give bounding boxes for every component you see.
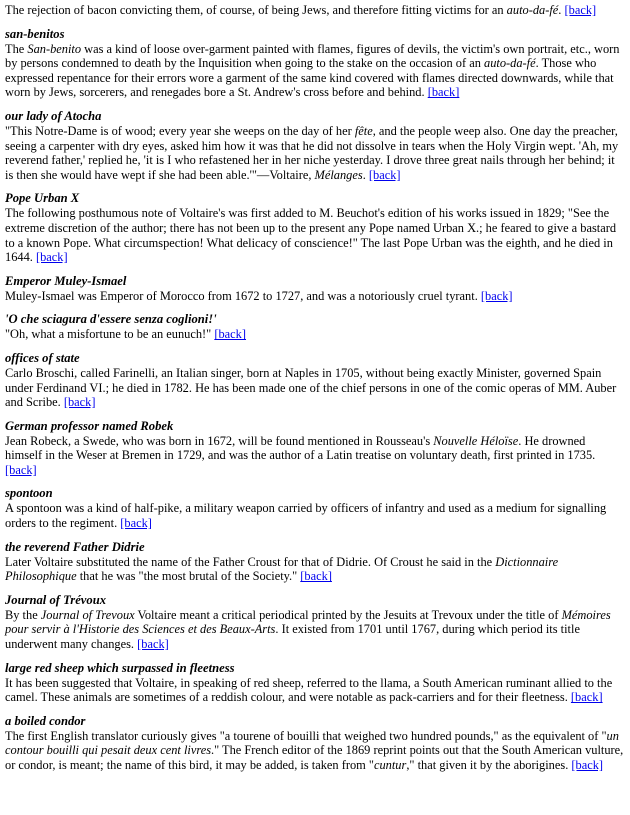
italic-text: auto-da-fé [484,56,536,71]
text-run: . Those who expressed repentance for their errors wore a garment of the same kind covered with flames directed downwards, while that worn by Jews, sorcerers, and renegades bore a St. Andrew's cross before and behind. [5,56,614,100]
note-body [5,327,624,342]
italic-text: Nouvelle Héloïse [433,433,519,448]
back-link[interactable]: [back] [564,3,597,17]
note-body [5,206,624,264]
note [5,191,624,264]
note [5,274,624,304]
note-title: spontoon [5,486,53,501]
italic-text: Mélanges [314,167,363,182]
note-body [5,729,624,773]
text-run: was a kind of loose over-garment painted with flames, figures of devils, the victim's own portrait, etc., worn by persons condemned to death by the Inquisition when going to the stake on the occasion of an [5,41,620,71]
back-link[interactable]: [back] [368,167,401,182]
text-run: "Oh, what a misfortune to be an eunuch!" [5,327,215,342]
text-run: A spontoon was a kind of half-pike, a military weapon carried by officers of infantry and used as a medium for signalling orders to the regiment. [5,501,607,531]
note [5,109,624,182]
back-link[interactable]: [back] [35,250,68,265]
text-run: that he was "the most brutal of the Society." [76,569,301,584]
note [5,419,624,478]
back-link[interactable]: [back] [137,637,169,652]
note-title: Journal of Trévoux [5,592,106,607]
note-title: a boiled condor [5,713,86,728]
text-run: Muley-Ismael was Emperor of Morocco from 1672 to 1727, and was a notoriously cruel tyrant. [5,288,481,303]
note [5,661,624,705]
text-run: By the [5,607,41,622]
back-link[interactable]: [back] [480,288,513,303]
note [5,540,624,584]
back-link[interactable]: [back] [300,569,332,584]
italic-text: Mémoires pour servir à l'Historie des Sciences et des Beaux-Arts [5,607,611,637]
note [5,486,624,530]
note-title: our lady of Atocha [5,108,102,123]
note-body [5,434,624,478]
italic-text: fête [354,123,373,138]
italic-text: auto-da-fé [506,3,559,17]
text-run: The rejection of bacon convicting them, of course, of being Jews, and therefore fitting victims for an [5,3,507,17]
note [5,714,624,773]
note-body [5,676,624,705]
note-body [5,501,624,530]
note-title: 'O che sciagura d'essere senza coglioni!' [5,312,217,327]
italic-text: un contour bouilli qui pesait deux cent livres [5,728,619,758]
back-link[interactable]: [back] [63,395,96,410]
note [5,27,624,100]
text-run: . It existed from 1701 until 1767, during which period its title underwent many changes. [5,622,580,652]
text-run: . [558,3,565,17]
note-title: offices of state [5,350,80,365]
note-body [5,366,624,410]
note-title: Pope Urban X [5,191,80,206]
text-run: It has been suggested that Voltaire, in speaking of red sheep, referred to the llama, a South American ruminant allied to the camel. These animals are sometimes of a reddish colour, and were notable as pack-carriers and for their fleetness. [5,675,613,705]
italic-text: cuntur [373,758,407,772]
back-link[interactable]: [back] [5,462,37,477]
back-link[interactable]: [back] [214,327,246,342]
text-run: ," that given it by the aborigines. [406,758,572,772]
text-run: ." The French editor of the 1869 reprint points out that the South American vulture, or condor, is meant; the name of this bird, it may be added, is taken from " [5,743,624,772]
note-body [5,555,624,584]
italic-text: Dictionnaire Philosophique [5,554,559,584]
italic-text: San-benito [27,41,82,56]
text-run: The [5,41,28,56]
note-body [5,608,624,652]
note-body [5,42,624,100]
note-title: san-benitos [5,26,65,41]
text-run: Jean Robeck, a Swede, who was born in 1672, will be found mentioned in Rousseau's [5,433,434,448]
text-run: The first English translator curiously gives "a tourene of bouilli that weighed two hundred pounds," as the equivalent of " [5,728,607,743]
notes-list [5,27,624,773]
note-title: German professor named Robek [5,418,174,433]
italic-text: Journal of Trevoux [40,607,135,622]
text-run: . He drowned himself in the Weser at Bremen in 1729, and was the author of a Latin treatise on voluntary death, first printed in 1735. [5,433,596,463]
text-run: The following posthumous note of Voltaire's was first added to M. Beuchot's edition of his works issued in 1829; "See the extreme discretion of the author; there has not been up to the present any Pope named Urban X.; he feared to give a bastard to a known Pope. What circumspection! What delicacy of conscience!" The last Pope Urban was the eighth, and he died in 1644. [5,206,617,265]
text-run: , and the people weep also. One day the preacher, seeing a carpenter with dry eyes, asked him how it was that he did not dissolve in tears when the Holy Virgin wept. 'Ah, my reverend father,' replied he, 'it is I who refastened her in her niche yesterday. I drove three great nails through her behind; it is then she would have wept if she had been able.'"—Voltaire, [5,123,619,182]
text-run: Carlo Broschi, called Farinelli, an Italian singer, born at Naples in 1705, without being exactly Minister, governed Spain under Ferdinand VI.; he died in 1782. He has been made one of the chief persons in one of the comic operas of MM. Auber and Scribe. [5,365,617,410]
back-link[interactable]: [back] [427,85,460,100]
text-run: . [362,167,369,182]
back-link[interactable]: [back] [571,758,604,772]
note [5,593,624,652]
back-link[interactable]: [back] [570,690,603,705]
note-body [5,124,624,182]
note [5,312,624,342]
text-run: Later Voltaire substituted the name of the Father Croust for that of Didrie. Of Croust he said in the [5,554,496,569]
intro-paragraph [5,3,624,18]
note [5,351,624,410]
text-run: "This Notre-Dame is of wood; every year she weeps on the day of her [5,123,355,138]
back-link[interactable]: [back] [120,516,152,531]
note-body [5,289,624,304]
intro-note [5,3,624,18]
text-run: Voltaire meant a critical periodical printed by the Jesuits at Trevoux under the title of [134,607,562,622]
note-title: large red sheep which surpassed in fleetness [5,660,235,675]
note-title: the reverend Father Didrie [5,539,145,554]
note-title: Emperor Muley-Ismael [5,273,127,288]
